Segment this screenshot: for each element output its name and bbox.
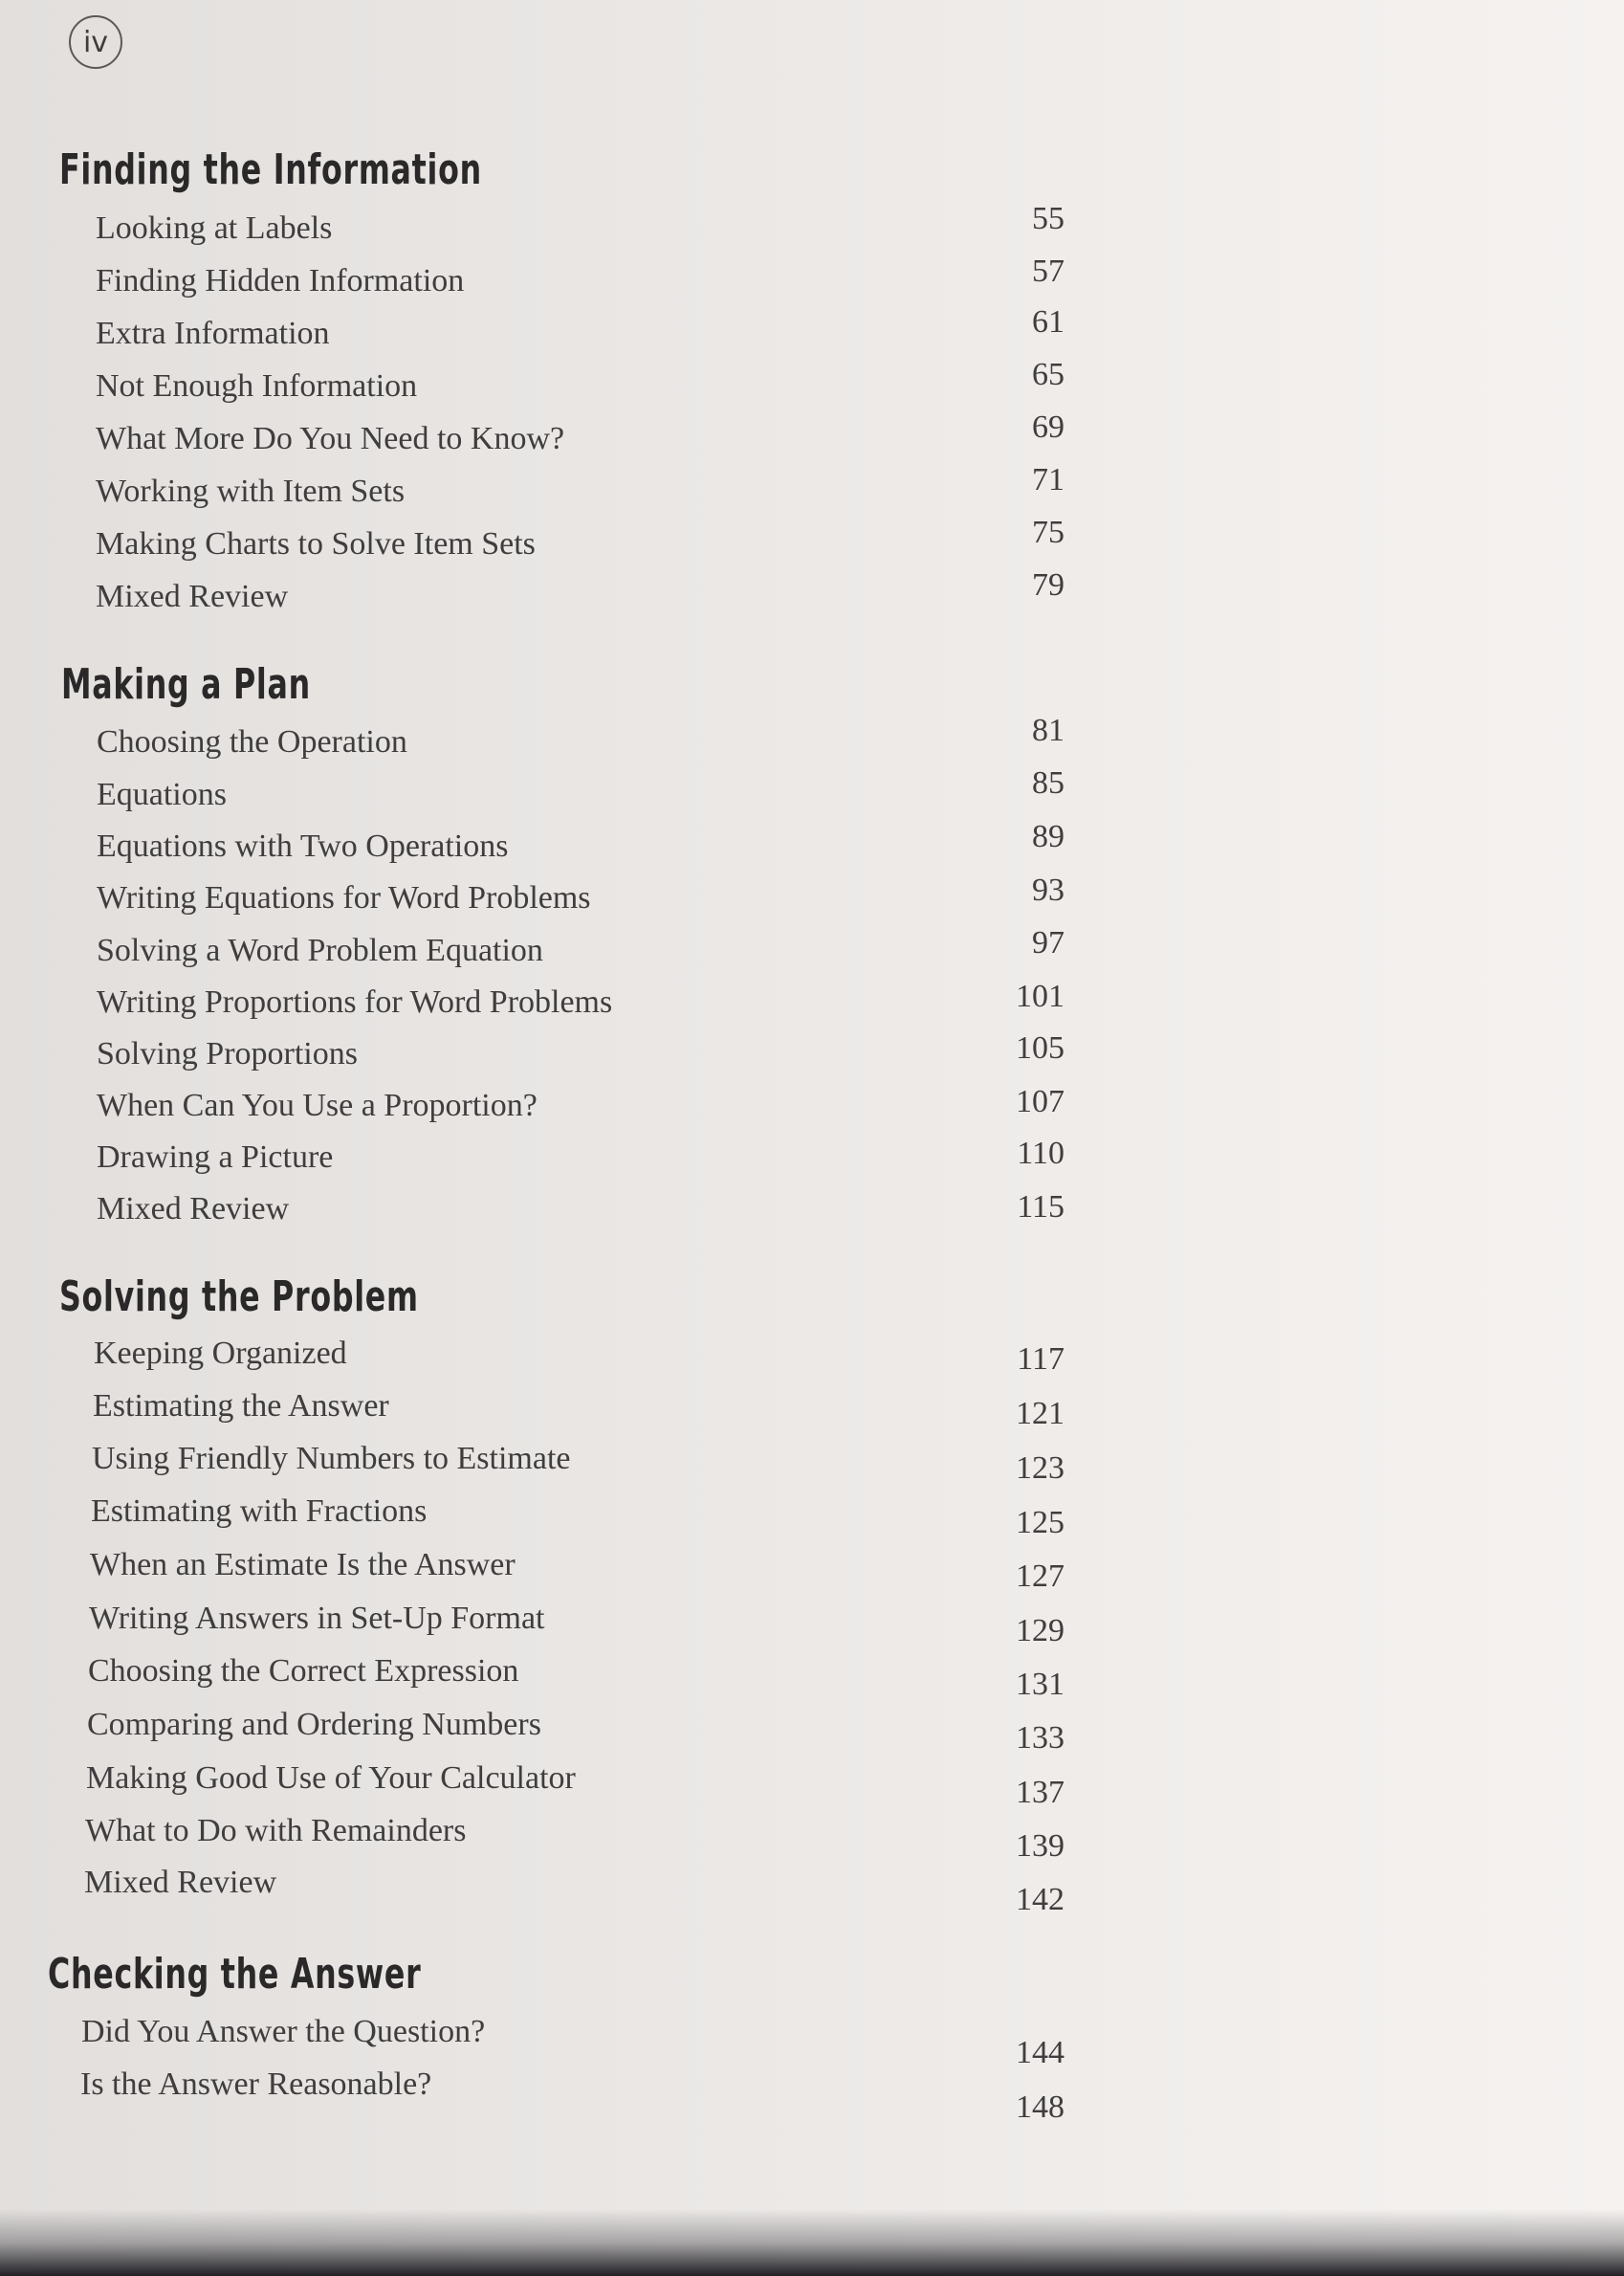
toc-entry[interactable] — [0, 409, 1148, 459]
toc-entry[interactable] — [0, 1547, 1148, 1594]
entry-page: 81 — [1032, 713, 1064, 748]
toc-entry[interactable] — [0, 1336, 1148, 1377]
entry-label: Equations with Two Operations — [97, 829, 509, 864]
toc-entry[interactable] — [0, 1493, 1148, 1540]
toc-entry[interactable] — [0, 1191, 1148, 1229]
toc-entry[interactable] — [0, 462, 1148, 512]
section-title: Finding the Information — [59, 145, 482, 194]
entry-label: Working with Item Sets — [96, 474, 406, 509]
entry-page: 144 — [1016, 2035, 1064, 2070]
entry-page: 115 — [1017, 1189, 1064, 1225]
toc-entry[interactable] — [0, 515, 1148, 564]
entry-label: Making Charts to Solve Item Sets — [96, 526, 536, 562]
entry-label: Comparing and Ordering Numbers — [87, 1707, 541, 1742]
page-number: iv — [82, 25, 109, 59]
entry-label: What to Do with Remainders — [85, 1813, 467, 1848]
entry-page: 93 — [1032, 873, 1064, 908]
entry-page: 121 — [1016, 1396, 1064, 1431]
entry-label: Extra Information — [96, 316, 330, 351]
entry-page: 65 — [1032, 357, 1064, 392]
toc-entry[interactable] — [0, 713, 1148, 762]
entry-page: 137 — [1016, 1775, 1064, 1810]
entry-page: 61 — [1032, 304, 1064, 340]
entry-label: Making Good Use of Your Calculator — [86, 1760, 576, 1796]
entry-page: 142 — [1016, 1882, 1064, 1917]
entry-label: Finding Hidden Information — [96, 263, 465, 298]
page-number-badge — [69, 15, 122, 69]
entry-label: Writing Proportions for Word Problems — [97, 984, 613, 1020]
toc-entry[interactable] — [0, 254, 1148, 301]
toc-entry[interactable] — [0, 873, 1148, 918]
entry-label: Choosing the Operation — [97, 724, 407, 760]
toc-entry[interactable] — [0, 1865, 1148, 1917]
entry-label: Mixed Review — [84, 1865, 277, 1900]
toc-entry[interactable] — [0, 1388, 1148, 1431]
entry-page: 69 — [1032, 409, 1064, 445]
entry-page: 85 — [1032, 765, 1064, 801]
entry-label: Keeping Organized — [94, 1336, 347, 1371]
entry-page: 55 — [1032, 201, 1064, 236]
entry-page: 79 — [1032, 567, 1064, 603]
toc-entry[interactable] — [0, 304, 1148, 354]
entry-page: 97 — [1032, 925, 1064, 961]
entry-page: 123 — [1016, 1450, 1064, 1486]
entry-label: Writing Equations for Word Problems — [97, 880, 591, 916]
entry-page: 131 — [1016, 1667, 1064, 1702]
toc-entry[interactable] — [0, 1441, 1148, 1486]
entry-page: 110 — [1017, 1136, 1064, 1171]
entry-page: 139 — [1016, 1828, 1064, 1864]
entry-page: 127 — [1016, 1558, 1064, 1594]
toc-entry[interactable] — [0, 925, 1148, 971]
toc-entry[interactable] — [0, 765, 1148, 815]
entry-label: Equations — [97, 777, 227, 812]
entry-label: Looking at Labels — [96, 210, 333, 246]
toc-entry[interactable] — [0, 567, 1148, 617]
entry-page: 148 — [1016, 2089, 1064, 2125]
entry-label: Is the Answer Reasonable? — [80, 2066, 432, 2102]
entry-page: 133 — [1016, 1720, 1064, 1756]
toc-entry[interactable] — [0, 2066, 1148, 2125]
toc-entry[interactable] — [0, 1813, 1148, 1864]
toc-entry[interactable] — [0, 2014, 1148, 2070]
entry-page: 117 — [1017, 1341, 1064, 1377]
toc-entry[interactable] — [0, 1653, 1148, 1702]
section-title: Solving the Problem — [59, 1272, 419, 1321]
entry-label: Did You Answer the Question? — [81, 2014, 486, 2049]
toc-entry[interactable] — [0, 979, 1148, 1023]
entry-page: 71 — [1032, 462, 1064, 497]
entry-label: Using Friendly Numbers to Estimate — [92, 1441, 571, 1476]
section-title: Making a Plan — [61, 660, 311, 709]
toc-entry[interactable] — [0, 1760, 1148, 1810]
section-title: Checking the Answer — [48, 1950, 422, 1999]
entry-label: Mixed Review — [96, 579, 289, 614]
entry-page: 129 — [1016, 1613, 1064, 1648]
toc-entry[interactable] — [0, 1136, 1148, 1178]
entry-label: When Can You Use a Proportion? — [97, 1088, 538, 1123]
entry-label: When an Estimate Is the Answer — [90, 1547, 516, 1582]
toc-entry[interactable] — [0, 357, 1148, 407]
toc-entry[interactable] — [0, 1084, 1148, 1126]
toc-entry[interactable] — [0, 1030, 1148, 1074]
entry-page: 105 — [1016, 1030, 1064, 1066]
entry-label: Estimating with Fractions — [91, 1493, 428, 1529]
entry-page: 125 — [1016, 1505, 1064, 1540]
entry-label: Not Enough Information — [96, 368, 418, 404]
toc-entry[interactable] — [0, 819, 1148, 867]
entry-label: Solving a Word Problem Equation — [97, 933, 543, 968]
entry-label: Solving Proportions — [97, 1036, 358, 1072]
entry-page: 57 — [1032, 254, 1064, 289]
entry-page: 89 — [1032, 819, 1064, 854]
entry-page: 101 — [1016, 979, 1064, 1014]
entry-label: Choosing the Correct Expression — [88, 1653, 519, 1689]
entry-page: 75 — [1032, 515, 1064, 550]
entry-label: Estimating the Answer — [93, 1388, 389, 1424]
entry-label: Drawing a Picture — [97, 1139, 334, 1175]
entry-label: Mixed Review — [97, 1191, 290, 1226]
entry-label: What More Do You Need to Know? — [96, 421, 565, 456]
entry-page: 107 — [1016, 1084, 1064, 1119]
entry-label: Writing Answers in Set-Up Format — [89, 1601, 545, 1636]
toc-entry[interactable] — [0, 1601, 1148, 1648]
toc-entry[interactable] — [0, 201, 1148, 249]
toc-entry[interactable] — [0, 1707, 1148, 1756]
